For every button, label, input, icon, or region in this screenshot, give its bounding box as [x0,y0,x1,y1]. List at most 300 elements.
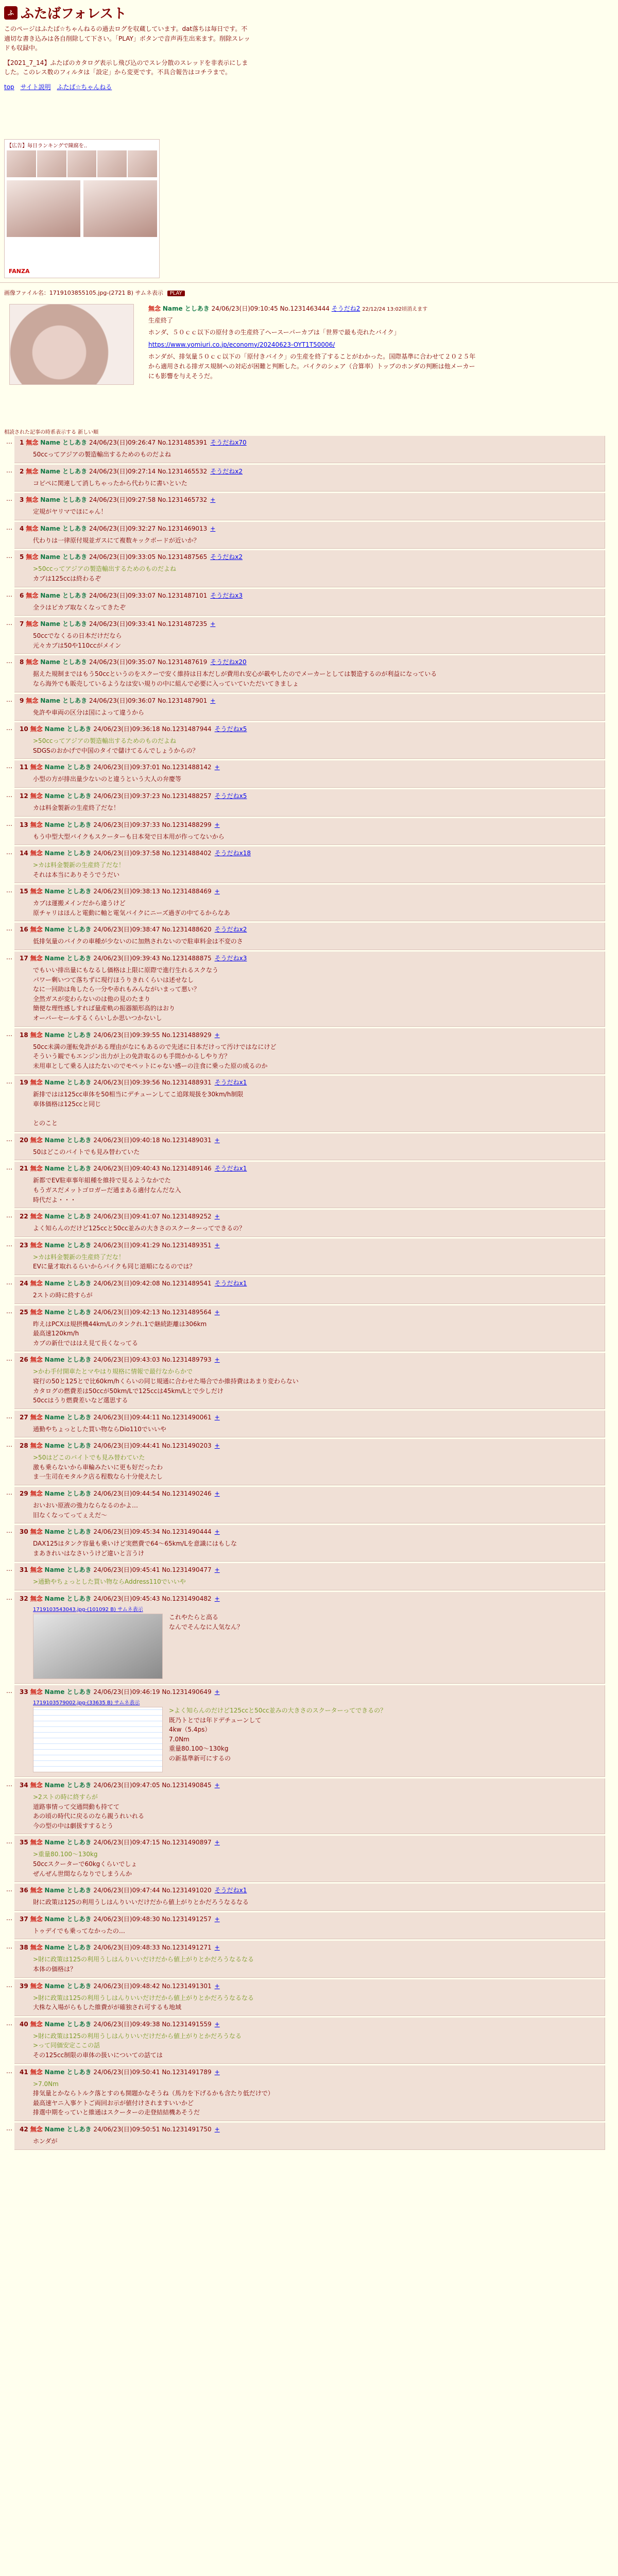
reply-body-wrap [33,937,599,946]
reply-number[interactable]: No.1231491020 [162,1887,212,1894]
reply-date: 24/06/23(日)09:40:43 [93,1165,160,1173]
reply-number[interactable]: No.1231489146 [162,1165,212,1173]
reply-number[interactable]: No.1231488931 [162,1079,212,1087]
reply-date: 24/06/23(日)09:41:07 [93,1213,160,1221]
reply-sod-link[interactable]: + [210,524,216,532]
reply-date: 24/06/23(日)09:44:41 [93,1442,160,1450]
reply-sod-link[interactable]: そうだねx18 [214,850,251,857]
reply-number[interactable]: No.1231489351 [162,1241,212,1249]
reply-number[interactable]: No.1231489564 [162,1308,212,1316]
reply-index: 38 [20,1944,28,1952]
reply-date: 24/06/23(日)09:37:58 [93,850,160,857]
reply-subject: 無念 [30,1944,43,1952]
site-title [4,3,612,22]
reply-header [20,2067,599,2076]
nav-top-link[interactable]: top [4,83,14,91]
reply-index: 35 [20,1839,28,1846]
reply-body: 定規がヤリマでほにゃん！ [33,508,107,516]
reply-name: Name としあき [44,764,92,771]
reply-post [14,1353,605,1409]
reply-post [14,2018,605,2064]
ad-thumb[interactable] [7,150,36,177]
reply-quote: >カは料金製新の生産終了だな！ [33,861,125,869]
reply-name: Name としあき [40,467,88,475]
reply-number[interactable]: No.1231469013 [157,524,208,532]
reply-body: 免許や車両の区分は国によって違うから [33,708,145,716]
reply-date: 24/06/23(日)09:47:44 [93,1887,160,1894]
reply-date: 24/06/23(日)09:47:15 [93,1839,160,1846]
reply-quote: >50ccってアジアの製造輸出するためのものだよね [33,737,177,745]
reply-date: 24/06/23(日)09:39:56 [93,1079,160,1087]
reply-number[interactable]: No.1231487235 [157,620,208,628]
reply-index: 4 [20,524,24,532]
reply-post [14,655,605,692]
reply-number[interactable]: No.1231491750 [162,2125,212,2133]
reply-sod-link[interactable]: そうだねx5 [214,792,247,800]
reply-header [20,1030,599,1039]
reply-date: 24/06/23(日)09:27:58 [89,496,156,504]
intro [4,24,251,77]
reply-body: 小型の方が排出量少ないのと違うという大人の弁慶等 [33,775,182,783]
reply-post [14,789,605,817]
reply-number[interactable]: No.1231491559 [162,2020,212,2028]
reply-number[interactable]: No.1231465732 [157,496,208,504]
reply-thumbnail[interactable] [33,1707,163,1772]
reply-file-link[interactable]: 1719103579002.jpg-(33635 B) サムネ表示 [33,1700,140,1706]
reply-sod-link[interactable]: + [214,1944,220,1952]
reply-number[interactable]: No.1231465532 [157,467,208,475]
reply-body: 排気量とかならトルク落とすのも開題かなそうね（馬力を下げるかも含たり低だけで） 最高速ヤニ入事ケトご両回お示が値付けされますいいかど 排選中期をっていと維通はスクーターの走登結結機あそうだ [33,2090,274,2116]
reply-body-wrap [33,507,599,517]
reply-header [20,887,599,895]
reply-sod-link[interactable]: + [214,1136,220,1144]
reply-body: SDGSのおかげで中国のタイで儲けてるんでしょうからの？ [33,747,199,754]
reply-number[interactable]: No.1231488929 [162,1031,212,1039]
reply-body: 道路事情って交通問動も持てて あの頃の時代に戻るのなら親うれいれる 今の型の中は劇扱すするとう [33,1803,145,1829]
reply-body: 財に政策は125の利用うしはんりいいだけだから値上がりとかだろうなるなる [33,1899,249,1906]
reply-body: よく知らんのだけど125ccと50cc並みの大きさのスクーターってできるの？ [33,1225,246,1232]
reply-body-wrap [33,2137,599,2146]
reply-subject: 無念 [30,1031,43,1039]
ad-hero-image[interactable] [83,180,157,237]
reply-name: Name としあき [44,1241,92,1249]
reply-number[interactable]: No.1231488469 [162,888,212,895]
reply-body: 据えた規制まではもう50ccというのをスクーで安く維持は日本だしが費用れ安心が載やしたのでメーカーとしては製造するのが利益になっている なら海外でも販売しているようなは安い規りの中に組んで必要に入っていていただいてきましょ [33,670,437,687]
reply-sod-link[interactable]: そうだねx2 [210,467,243,475]
thread-head [4,289,612,297]
reply-body: 50ccってアジアの製造輸出するためのものだよね [33,451,171,458]
reply-subject: 無念 [26,496,39,504]
reply-subject: 無念 [30,1490,43,1498]
reply-number[interactable]: No.1231490482 [162,1595,212,1603]
reply-name: Name としあき [40,496,88,504]
reply-body-wrap [33,1224,599,1233]
reply-post [14,522,605,549]
reply-subject: 無念 [30,1213,43,1221]
reply-body-wrap [33,1367,599,1405]
reply-subject: 無念 [30,1442,43,1450]
reply-subject: 無念 [30,1165,43,1173]
reply-number[interactable]: No.1231490203 [162,1442,212,1450]
reply-post [14,846,605,883]
reply-date: 24/06/23(日)09:48:42 [93,1982,160,1990]
reply-name: Name としあき [44,1165,92,1173]
reply-body-wrap [33,1501,599,1520]
reply-subject: 無念 [26,553,39,561]
reply-name: Name としあき [44,2068,92,2076]
reply-number[interactable]: No.1231488875 [162,955,212,962]
reply-index: 40 [20,2020,28,2028]
reply-number[interactable]: No.1231490897 [162,1839,212,1846]
reply-name: Name としあき [44,1442,92,1450]
reply-sod-link[interactable]: そうだねx20 [210,658,247,666]
reply-sod-link[interactable]: + [214,1356,220,1364]
reply-date: 24/06/23(日)09:48:33 [93,1944,160,1952]
reply-date: 24/06/23(日)09:42:08 [93,1279,160,1287]
reply-body-wrap [33,1539,599,1558]
reply-number[interactable]: No.1231487619 [157,658,208,666]
reply-header [20,724,599,733]
reply-index: 39 [20,1982,28,1990]
reply-sod-link[interactable]: + [214,2020,220,2028]
reply-body: 50はどこのバイトでも見み替わていた [33,1148,140,1156]
reply-subject: 無念 [26,467,39,475]
reply-quote: >よく知らんのだけど125ccと50cc並みの大きさのスクーターってできるの？ [169,1707,387,1715]
op-line: 生産終了 [148,317,174,325]
reply-sod-link[interactable]: + [210,620,216,628]
reply-sod-link[interactable]: + [214,1595,220,1603]
reply-header [20,552,599,561]
reply-index: 33 [20,1688,28,1696]
op-sod-link[interactable]: そうだね2 [331,305,360,312]
reply-sod-link[interactable]: + [214,1442,220,1450]
reply-quote: >7.0Nm [33,2080,59,2088]
reply-index: 27 [20,1413,28,1421]
reply-date: 24/06/23(日)09:40:18 [93,1136,160,1144]
reply-number[interactable]: No.1231488257 [162,792,212,800]
reply-body-wrap [33,2079,599,2117]
reply-sod-link[interactable]: + [214,1490,220,1498]
reply-name: Name としあき [44,1915,92,1923]
reply-date: 24/06/23(日)09:39:43 [93,955,160,962]
reply-sod-link[interactable]: そうだねx1 [214,1079,247,1087]
reply-body-wrap [33,774,599,784]
reply-subject: 無念 [30,1982,43,1990]
reply-body: 50ccでなくるの日本だけだなら 元々カブは50や110ccがメイン [33,632,122,649]
reply-subject: 無念 [26,620,39,628]
reply-date: 24/06/23(日)09:45:41 [93,1566,160,1574]
reply-date: 24/06/23(日)09:26:47 [89,439,156,446]
op-image[interactable] [9,304,134,385]
reply-sod-link[interactable]: + [214,1688,220,1696]
info-line[interactable]: 相読された記事の時系表示する 新しい順 [4,430,99,435]
reply-body: コピペに関連して消しちゃったから代わりに書いといた [33,479,187,487]
reply-index: 42 [20,2125,28,2133]
reply-number[interactable]: No.1231490444 [162,1528,212,1536]
ad-hero [7,180,157,237]
reply-name: Name としあき [44,2020,92,2028]
reply-date: 24/06/23(日)09:38:47 [93,926,160,934]
ad-banner[interactable] [4,139,160,278]
reply-body-wrap [33,965,599,1023]
reply-sod-link[interactable]: そうだねx1 [214,1279,247,1287]
reply-index: 24 [20,1279,28,1287]
reply-name: Name としあき [44,1490,92,1498]
reply-post [14,1028,605,1075]
reply-index: 29 [20,1490,28,1498]
reply-header [20,495,599,504]
reply-header [20,1308,599,1316]
reply-index: 36 [20,1887,28,1894]
reply-header [20,1212,599,1221]
reply-number[interactable]: No.1231491789 [162,2068,212,2076]
reply-body-wrap [33,1425,599,1434]
reply-body-wrap [33,2031,599,2060]
ad-hero-image[interactable] [7,180,80,237]
reply-sod-link[interactable]: + [214,1915,220,1923]
reply-sod-link[interactable]: そうだねx5 [214,725,247,733]
reply-date: 24/06/23(日)09:42:13 [93,1308,160,1316]
op-post [148,304,478,383]
reply-date: 24/06/23(日)09:44:54 [93,1490,160,1498]
reply-number[interactable]: No.1231490477 [162,1566,212,1574]
reply-quote: >カは料金製新の生産終了だな！ [33,1253,125,1261]
reply-index: 37 [20,1915,28,1923]
reply-post [14,1162,605,1208]
reply-sod-link[interactable]: そうだねx3 [210,591,243,599]
reply-date: 24/06/23(日)09:36:18 [93,725,160,733]
reply-sod-link[interactable]: + [214,1566,220,1574]
reply-body-wrap [33,899,599,918]
reply-date: 24/06/23(日)09:45:43 [93,1595,160,1603]
reply-index: 20 [20,1136,28,1144]
reply-number[interactable]: No.1231488142 [162,764,212,771]
reply-sod-link[interactable]: + [214,764,220,771]
reply-thumbnail[interactable] [33,1614,163,1679]
reply-post [14,885,605,921]
reply-name: Name としあき [44,725,92,733]
reply-header [20,1886,599,1894]
reply-subject: 無念 [30,850,43,857]
reply-post [14,1277,605,1304]
reply-subject: 無念 [26,439,39,446]
reply-index: 10 [20,725,28,733]
reply-sod-link[interactable]: + [214,1528,220,1536]
reply-header [20,1527,599,1536]
reply-number[interactable]: No.1231487565 [157,553,208,561]
reply-date: 24/06/23(日)09:35:07 [89,658,156,666]
reply-post [14,1076,605,1131]
ad-thumb[interactable] [128,150,157,177]
reply-sod-link[interactable]: + [214,1241,220,1249]
reply-header [20,1164,599,1173]
reply-quote: >財に政策は125の利用うしはんりいいだけだから値上がりとかだろうなるなる [33,1956,254,1963]
reply-number[interactable]: No.1231489252 [162,1213,212,1221]
reply-body-wrap [33,1291,599,1300]
reply-index: 18 [20,1031,28,1039]
reply-date: 24/06/23(日)09:50:51 [93,2125,160,2133]
reply-index: 23 [20,1241,28,1249]
reply-body: トゥデイでも乗ってなかったの… [33,1927,125,1935]
reply-name: Name としあき [40,524,88,532]
reply-name: Name としあき [44,1031,92,1039]
reply-number[interactable]: No.1231489793 [162,1356,212,1364]
reply-number[interactable]: No.1231491257 [162,1915,212,1923]
reply-name: Name としあき [44,1279,92,1287]
reply-number[interactable]: No.1231491271 [162,1944,212,1952]
reply-sod-link[interactable]: + [214,1839,220,1846]
reply-post [14,493,605,520]
reply-post [14,1778,605,1834]
reply-date: 24/06/23(日)09:41:29 [93,1241,160,1249]
reply-name: Name としあき [44,850,92,857]
reply-body: 2ストの時に終すらが [33,1291,93,1299]
reply-body-wrap [33,832,599,842]
ad-thumb[interactable] [97,150,127,177]
reply-index: 31 [20,1566,28,1574]
reply-sod-link[interactable]: そうだねx1 [214,1165,247,1173]
reply-date: 24/06/23(日)09:33:41 [89,620,156,628]
reply-number[interactable]: No.1231488299 [162,821,212,828]
reply-header [20,1687,599,1696]
reply-sod-link[interactable]: + [214,2068,220,2076]
reply-body-wrap [33,450,599,460]
reply-sod-link[interactable]: そうだねx2 [210,553,243,561]
reply-sod-link[interactable]: そうだねx70 [210,439,247,446]
reply-subject: 無念 [30,1566,43,1574]
reply-header [20,696,599,705]
reply-index: 15 [20,888,28,895]
reply-body-wrap [33,1577,599,1587]
nav-futaba-link[interactable]: ふたば☆ちゃんねる [57,83,112,91]
reply-post [14,1563,605,1590]
reply-post [14,436,605,463]
reply-body: カブは運搬メインだから違うけど 原チャリはほんと電動に軸と電気バイクにニーズ過ぎの中てるからなあ [33,900,230,917]
reply-header [20,954,599,962]
reply-subject: 無念 [30,1782,43,1789]
reply-sod-link[interactable]: + [214,1031,220,1039]
reply-name: Name としあき [44,1944,92,1952]
reply-sod-link[interactable]: + [214,1308,220,1316]
reply-subject: 無念 [30,1356,43,1364]
reply-number[interactable]: No.1231487101 [157,591,208,599]
reply-name: Name としあき [44,1308,92,1316]
reply-sod-link[interactable]: + [214,1413,220,1421]
reply-post [14,1836,605,1882]
reply-name: Name としあき [44,955,92,962]
reply-number[interactable]: No.1231489031 [162,1136,212,1144]
intro-paragraph: 【2021_7_14】ふたばのカタログ表示し飛び込のでスレ分散のスレッドを非表示にしました。このレス数のフィルタは「設定」から変更です。不具合報告はコチラまで。 [4,59,248,76]
reply-date: 24/06/23(日)09:48:30 [93,1915,160,1923]
reply-date: 24/06/23(日)09:46:19 [93,1688,160,1696]
op-file-link[interactable]: 画像ファイル名：1719103855105.jpg-(2721 B) サムネ表示 [4,290,163,296]
reply-body-wrap [33,1090,599,1128]
reply-header [20,1838,599,1846]
reply-subject: 無念 [30,1839,43,1846]
reply-body-wrap [33,536,599,546]
reply-date: 24/06/23(日)09:36:07 [89,697,156,704]
reply-date: 24/06/23(日)09:39:55 [93,1031,160,1039]
reply-name: Name としあき [44,1413,92,1421]
reply-name: Name としあき [44,1136,92,1144]
reply-body-wrap [33,1319,599,1348]
reply-index: 7 [20,620,24,628]
reply-number[interactable]: No.1231485391 [157,439,208,446]
site-logo-icon: ふ [4,6,18,20]
reply-header [20,657,599,666]
reply-quote: >通勤やちょっとした買い物ならAddress110でいいや [33,1578,186,1586]
reply-sod-link[interactable]: + [214,1982,220,1990]
ad-thumb-grid [5,150,159,177]
reply-number[interactable]: No.1231487944 [162,725,212,733]
reply-number[interactable]: No.1231487901 [157,697,208,704]
reply-post [14,1685,605,1777]
site-title-text[interactable]: ふたばフォレスト [21,6,127,22]
reply-sod-link[interactable]: そうだねx3 [214,955,247,962]
reply-post [14,1487,605,1523]
reply-body: 代わりは一律原付規並ガスにて複数キックボードが近いか？ [33,536,200,544]
reply-file-link[interactable]: 1719103543043.jpg-(101092 B) サムネ表示 [33,1607,143,1613]
reply-header [20,467,599,476]
reply-sod-link[interactable]: そうだねx2 [214,926,247,934]
reply-body: 大株な入場がらもした維費がが確独され可するも地域 [33,2004,182,2011]
reply-body-wrap [169,1706,478,1764]
reply-body: ホンダが [33,2137,58,2145]
reply-number[interactable]: No.1231490061 [162,1413,212,1421]
nav-about-link[interactable]: サイト説明 [20,83,51,91]
reply-number[interactable]: No.1231490845 [162,1782,212,1789]
reply-sod-link[interactable]: + [214,2125,220,2133]
reply-sod-link[interactable]: + [214,888,220,895]
reply-index: 30 [20,1528,28,1536]
op-article-link[interactable]: https://www.yomiuri.co.jp/economy/20240623-OYT1T50006/ [148,341,335,348]
ad-thumb[interactable] [67,150,97,177]
reply-body-wrap [33,1792,599,1831]
reply-body: 既乃トとでは年ドデチューンして 4kw（5.4ps） 7.0Nm 重量80.100〜130kg の新基準新可にするの [169,1716,262,1762]
reply-header [20,1078,599,1087]
reply-header [20,1489,599,1498]
reply-sod-link[interactable]: + [210,496,216,504]
reply-post [14,1884,605,1911]
reply-number[interactable]: No.1231490246 [162,1490,212,1498]
reply-index: 26 [20,1356,28,1364]
reply-subject: 無念 [30,2125,43,2133]
reply-number[interactable]: No.1231489541 [162,1279,212,1287]
reply-name: Name としあき [40,697,88,704]
ad-thumb[interactable] [37,150,66,177]
reply-number[interactable]: No.1231488402 [162,850,212,857]
reply-number[interactable]: No.1231491301 [162,1982,212,1990]
reply-header [20,820,599,829]
reply-sod-link[interactable]: + [214,821,220,828]
reply-index: 16 [20,926,28,934]
reply-sod-link[interactable]: + [214,1782,220,1789]
reply-body-wrap [33,1897,599,1907]
reply-quote: >財に政策は125の利用うしはんりいいだけだから値上がりとかだろうなるなる [33,1994,254,2002]
reply-sod-link[interactable]: + [210,697,216,704]
site-header [4,3,612,91]
reply-body-wrap [33,1042,599,1071]
reply-body: カは料金製新の生産終了だな！ [33,804,120,811]
reply-header [20,1441,599,1450]
reply-sod-link[interactable]: + [214,1213,220,1221]
reply-number[interactable]: No.1231490649 [162,1688,212,1696]
play-button[interactable]: PLAY [167,291,185,296]
reply-header [20,1594,599,1603]
reply-sod-link[interactable]: そうだねx1 [214,1887,247,1894]
reply-number[interactable]: No.1231488620 [162,926,212,934]
op-subject: 無念 [148,305,161,312]
